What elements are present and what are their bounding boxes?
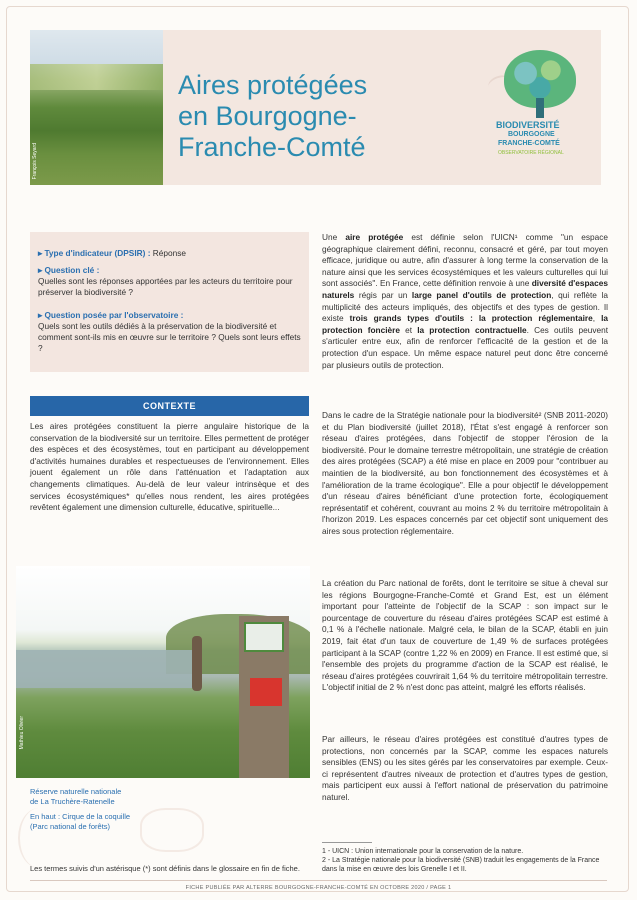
header-landscape-photo (30, 30, 163, 185)
indicator-infobox (30, 232, 309, 372)
logo-line-4: OBSERVATOIRE RÉGIONAL (498, 150, 564, 156)
definition-paragraph: Une aire protégée est définie selon l'UICN¹ comme "un espace géographique clairement défini, reconnu, consacré et géré, par tout moyen efficace, juridique ou autre, afin d'assurer à long terme la conservation de la nature ainsi que les services écosystémiques et les valeurs culturelles qui lui sont associés". En France, cette définition renvoie à une diversité d'espaces naturels régis par un large panel d'outils de protection, qui reflète la multiplicité des acteurs impliqués, des objectifs et des types de gestion. Il existe trois grands types d'outils : la protection réglementaire, la protection foncière et la protection contractuelle. Ces outils peuvent s'articuler entre eux, afin de renforcer l'efficacité de la gestion et de la protection d'un espace. Un même espace naturel peut donc être concerné par plusieurs outils de protection. (322, 232, 609, 370)
biodiversite-logo (496, 46, 596, 156)
key-question-label: ▸ Question clé : (38, 265, 100, 275)
footnotes (322, 842, 608, 874)
glossary-note: Les termes suivis d'un astérisque (*) sont définis dans le glossaire en fin de fiche. (30, 864, 300, 873)
photo-field (30, 64, 163, 90)
footnote-rule (322, 842, 372, 843)
photo-caption-1: Réserve naturelle nationale de La Truchère-Ratenelle (30, 787, 122, 806)
indicator-type (38, 248, 303, 259)
reserve-photo (16, 566, 310, 778)
header-banner (30, 30, 601, 185)
snb-paragraph: Dans le cadre de la Stratégie nationale pour la biodiversité² (SNB 2011-2020) et du Plan biodiversité (juillet 2018), l'État s'est engagé à renforcer son réseau d'aires protégées, dans l'objectif de stopper l'érosion de la biodiversité. Pour le domaine terrestre métropolitain, une stratégie de création des aires protégées (SCAP) a été mise en place en 2009 pour "contribuer au maintien de la biodiversité, au bon fonctionnement des écosystèmes et à l'amélioration de la trame écologique". Elle a pour objectif le développement d'un réseau d'aires bénéficiant d'une protection forte, écologiquement représentatif et cohérent, couvrant au moins 2 % du territoire métropolitain à l'horizon 2019. Les espaces concernés par cet objectif sont uniquement des aires sous protection réglementaire. (322, 410, 608, 536)
footnote-2: 2 - La Stratégie nationale pour la biodiversité (SNB) traduit les engagements de la France dans la mise en œuvre des lois Grenelle I et II. (322, 857, 600, 873)
page-footer: FICHE PUBLIÉE PAR ALTERRE BOURGOGNE-FRANCHE-COMTÉ EN OCTOBRE 2020 / PAGE 1 (185, 885, 452, 891)
title-line-1: Aires protégées (178, 70, 368, 100)
title-line-3: Franche-Comté (178, 132, 366, 162)
signpost-red-sign (250, 678, 282, 706)
photo-credit: François Seyard (32, 142, 38, 179)
indicator-type-label: ▸ Type d'indicateur (DPSIR) : (38, 248, 151, 258)
contexte-heading: CONTEXTE (30, 396, 309, 416)
tree-trunk (536, 98, 544, 118)
logo-line-1: BIODIVERSITÉ (496, 120, 560, 130)
observatory-question-text: Quels sont les outils dédiés à la préservation de la biodiversité et comment sont-ils mis en œuvre sur le territoire ? Quels sont leurs effets ? (38, 321, 301, 353)
footnote-1: 1 - UICN : Union internationale pour la conservation de la nature. (322, 848, 524, 855)
deer-decoration-icon (140, 808, 204, 852)
logo-line-3: FRANCHE-COMTÉ (498, 140, 560, 147)
contexte-text: Les aires protégées constituent la pierre angulaire historique de la conservation de la biodiversité sur un territoire. Elles permettent de protéger des espèces et des écosystèmes, tout en participant au développement d'activités humaines durables et respectueuses de l'environnement. Elles jouent également un rôle dans l'atténuation et l'adaptation aux changements climatiques. Au-delà de leur valeur intrinsèque et des services écosystémiques* qu'elles nous rendent, les aires protégées revêtent également une dimension culturelle, éducative, spirituelle... (30, 421, 310, 513)
page-title (178, 70, 428, 163)
key-question-text: Quelles sont les réponses apportées par les acteurs du territoire pour préserver la biodiversité ? (38, 276, 293, 297)
parc-national-paragraph: La création du Parc national de forêts, dont le territoire se situe à cheval sur les régions Bourgogne-Franche-Comté et Grand Est, est un élément important pour l'atteinte de l'objectif de la SCAP : son impact sur le pourcentage de couverture du réseau d'aires protégées SCAP est estimé à 0,1 % à l'échelle nationale. Malgré cela, le bilan de la SCAP, établi en juin 2019, fait état d'un taux de couverture de 1,49 % de surfaces protégées participant à la SCAP (contre 1,22 % en 2009) en France. Il est estimé que, si l'ensemble des projets du programme d'action de la SCAP est réalisé, le réseau d'aires protégées couvrirait 1,64 % du territoire métropolitain terrestre. L'objectif initial de 2 % n'est donc pas atteint, malgré les efforts réalisés. (322, 578, 608, 693)
photo2-credit: Mathieu Olivier (19, 716, 25, 750)
other-protections-paragraph: Par ailleurs, le réseau d'aires protégées est constitué d'autres types de protections, non concernés par la SCAP, comme les espaces naturels sensibles (ENS) ou les sites gérés par les conservatoires par exemple. Ceux-ci représentent d'autres niveaux de protection et d'autres types de gestion, mais participent eux aussi à l'effort national de préservation du patrimoine naturel. (322, 734, 608, 802)
title-line-2: en Bourgogne- (178, 101, 357, 131)
indicator-type-value: Réponse (150, 248, 187, 258)
observatory-question-label: ▸ Question posée par l'observatoire : (38, 310, 184, 320)
photo-caption-2: En haut : Cirque de la coquille (Parc national de forêts) (30, 812, 131, 831)
logo-line-2: BOURGOGNE (508, 131, 555, 138)
footer-rule (30, 880, 607, 881)
photo-lake (16, 650, 196, 688)
photo-person (192, 636, 202, 691)
signpost-emblem-icon (244, 622, 284, 652)
leaf-decoration-icon (18, 808, 60, 868)
